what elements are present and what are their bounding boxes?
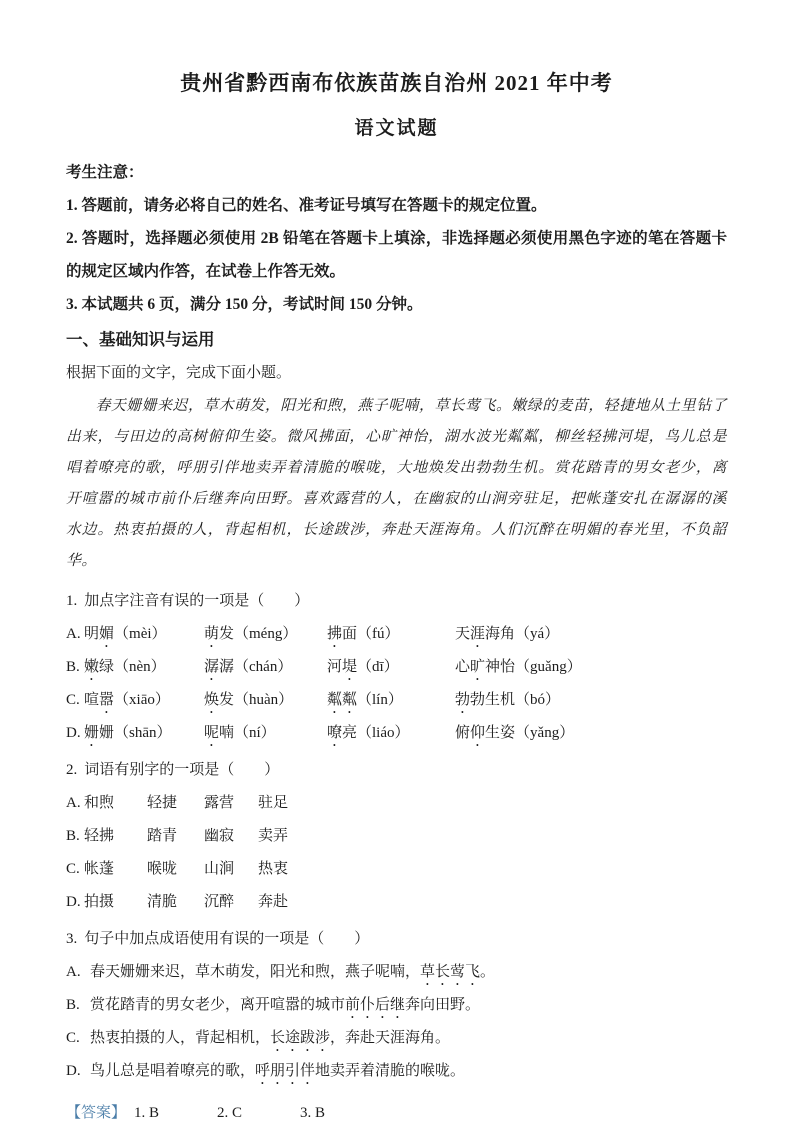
option-cell: 嫩绿（nèn）: [84, 659, 166, 675]
option-cell: 幽寂: [204, 828, 235, 844]
dotted-text: 草长莺飞: [420, 964, 481, 980]
dotted-text: 潺: [204, 659, 220, 675]
dotted-text: 萌: [204, 626, 220, 642]
option-cell: 热衷拍摄的人，背起相机，长途跋涉，奔赴天涯海角。: [90, 1030, 451, 1046]
option-row: [66, 651, 727, 684]
option-label: D.: [66, 894, 81, 910]
section-heading: 一、基础知识与运用: [66, 330, 215, 349]
question-list: [66, 585, 727, 1088]
option-label: A.: [66, 964, 81, 980]
dotted-text: 媚: [99, 626, 115, 642]
option-cell: 粼粼（lín）: [327, 692, 403, 708]
notice-heading: 考生注意：: [66, 164, 144, 181]
answer-items: [134, 1105, 383, 1121]
option-cell: 山涧: [204, 861, 235, 877]
option-cell: 萌发（méng）: [204, 626, 298, 642]
option-cell: 踏青: [147, 828, 178, 844]
option-label: A.: [66, 795, 81, 811]
option-cell: 心旷神怡（guǎng）: [455, 659, 582, 675]
option-row: [66, 618, 727, 651]
option-cell: 喧嚣（xiāo）: [84, 692, 170, 708]
dotted-text: 前仆后继: [345, 997, 406, 1013]
dotted-text: 长途跋涉: [270, 1030, 331, 1046]
notice-item: 2. 答题时，选择题必须使用 2B 铅笔在答题卡上填涂，非选择题必须使用黑色字迹的笔在答题卡的规定区域内作答，在试卷上作答无效。: [66, 230, 727, 280]
question-block: [66, 754, 727, 919]
option-label: C.: [66, 861, 80, 877]
option-cell: 热衷: [258, 861, 289, 877]
dotted-text: 嘹: [327, 725, 343, 741]
option-cell: 卖弄: [258, 828, 289, 844]
option-cell: 拂面（fú）: [327, 626, 400, 642]
option-cell: 清脆: [147, 894, 178, 910]
question-number: 1.: [66, 593, 78, 609]
option-label: B.: [66, 828, 80, 844]
answer-item: 1. B: [134, 1105, 160, 1121]
dotted-text: 嚣: [99, 692, 115, 708]
dotted-text: 焕: [204, 692, 220, 708]
option-cell: 勃勃生机（bó）: [455, 692, 561, 708]
page-subtitle: 语文试题: [354, 118, 439, 139]
option-cell: 驻足: [258, 795, 289, 811]
option-cell: 潺潺（chán）: [204, 659, 293, 675]
option-cell: 嘹亮（liáo）: [327, 725, 410, 741]
question-block: [66, 923, 727, 1088]
option-row: [66, 684, 727, 717]
notice-item: 3. 本试题共 6 页，满分 150 分，考试时间 150 分钟。: [66, 296, 423, 313]
question-stem: 1. 加点字注音有误的一项是（ ）: [66, 593, 310, 609]
answer-item: 3. B: [300, 1105, 326, 1121]
option-cell: 俯仰生姿（yǎng）: [455, 725, 575, 741]
option-row: [66, 717, 727, 750]
option-cell: 赏花踏青的男女老少，离开喧嚣的城市前仆后继奔向田野。: [90, 997, 481, 1013]
option-cell: 沉醉: [204, 894, 235, 910]
option-label: A.: [66, 626, 81, 642]
option-cell: 天涯海角（yá）: [455, 626, 560, 642]
option-cell: 焕发（huàn）: [204, 692, 294, 708]
page-title: 贵州省黔西南布依族苗族自治州 2021 年中考: [180, 71, 613, 95]
option-row: [66, 956, 727, 989]
dotted-text: 呼朋引伴: [255, 1063, 316, 1079]
notice-list: [66, 189, 727, 321]
option-label: D.: [66, 725, 81, 741]
option-cell: 明媚（mèi）: [84, 626, 167, 642]
option-cell: 春天姗姗来迟，草木萌发，阳光和煦，燕子呢喃，草长莺飞。: [90, 964, 496, 980]
dotted-text: 勃: [455, 692, 471, 708]
option-cell: 轻拂: [84, 828, 115, 844]
option-label: B.: [66, 997, 80, 1013]
option-cell: 帐蓬: [84, 861, 115, 877]
option-label: C.: [66, 1030, 80, 1046]
option-cell: 姗姗（shān）: [84, 725, 172, 741]
option-row: [66, 989, 727, 1022]
option-row: [66, 1022, 727, 1055]
dotted-text: 涯: [470, 626, 486, 642]
answer-line: [66, 1096, 727, 1122]
option-cell: 拍摄: [84, 894, 115, 910]
question-number: 3.: [66, 931, 78, 947]
option-row: [66, 787, 727, 820]
question-stem: 3. 句子中加点成语使用有误的一项是（ ）: [66, 931, 370, 947]
option-label: C.: [66, 692, 80, 708]
option-row: [66, 820, 727, 853]
option-cell: 喉咙: [147, 861, 178, 877]
option-cell: 轻捷: [147, 795, 178, 811]
option-row: [66, 886, 727, 919]
option-row: [66, 1055, 727, 1088]
option-cell: 奔赴: [258, 894, 289, 910]
option-cell: 河堤（dī）: [327, 659, 399, 675]
passage-text: 春天姗姗来迟，草木萌发，阳光和煦，燕子呢喃，草长莺飞。嫩绿的麦苗，轻捷地从土里钻了出来，与田边的高树俯仰生姿。微风拂面，心旷神怡，湖水波光粼粼，柳丝轻拂河堤，鸟儿总是唱着嘹亮的歌，呼朋引伴地卖弄着清脆的喉咙，大地焕发出勃勃生机。赏花踏青的男女老少，离开喧嚣的城市前仆后继奔向田野。喜欢露营的人，在幽寂的山涧旁驻足，把帐蓬安扎在潺潺的溪水边。热衷拍摄的人，背起相机，长途跋涉，奔赴天涯海角。人们沉醉在明媚的春光里，不负韶华。: [66, 398, 727, 569]
option-row: [66, 853, 727, 886]
option-label: D.: [66, 1063, 81, 1079]
option-cell: 鸟儿总是唱着嘹亮的歌，呼朋引伴地卖弄着清脆的喉咙。: [90, 1063, 466, 1079]
option-cell: 和煦: [84, 795, 115, 811]
question-stem: 2. 词语有别字的一项是（ ）: [66, 762, 280, 778]
dotted-text: 拂: [327, 626, 343, 642]
answer-label: 【答案】: [66, 1105, 127, 1121]
option-label: B.: [66, 659, 80, 675]
dotted-text: 旷: [470, 659, 486, 675]
answer-item: 2. C: [217, 1105, 243, 1121]
dotted-text: 仰: [470, 725, 486, 741]
dotted-text: 堤: [342, 659, 358, 675]
notice-item: 1. 答题前，请务必将自己的姓名、准考证号填写在答题卡的规定位置。: [66, 197, 547, 214]
option-cell: 呢喃（ní）: [204, 725, 276, 741]
option-cell: 露营: [204, 795, 235, 811]
dotted-text: 粼粼: [327, 692, 358, 708]
passage-intro: 根据下面的文字，完成下面小题。: [66, 365, 292, 381]
question-number: 2.: [66, 762, 78, 778]
dotted-text: 嫩: [84, 659, 100, 675]
question-block: [66, 585, 727, 750]
dotted-text: 呢: [204, 725, 220, 741]
dotted-text: 姗: [84, 725, 100, 741]
